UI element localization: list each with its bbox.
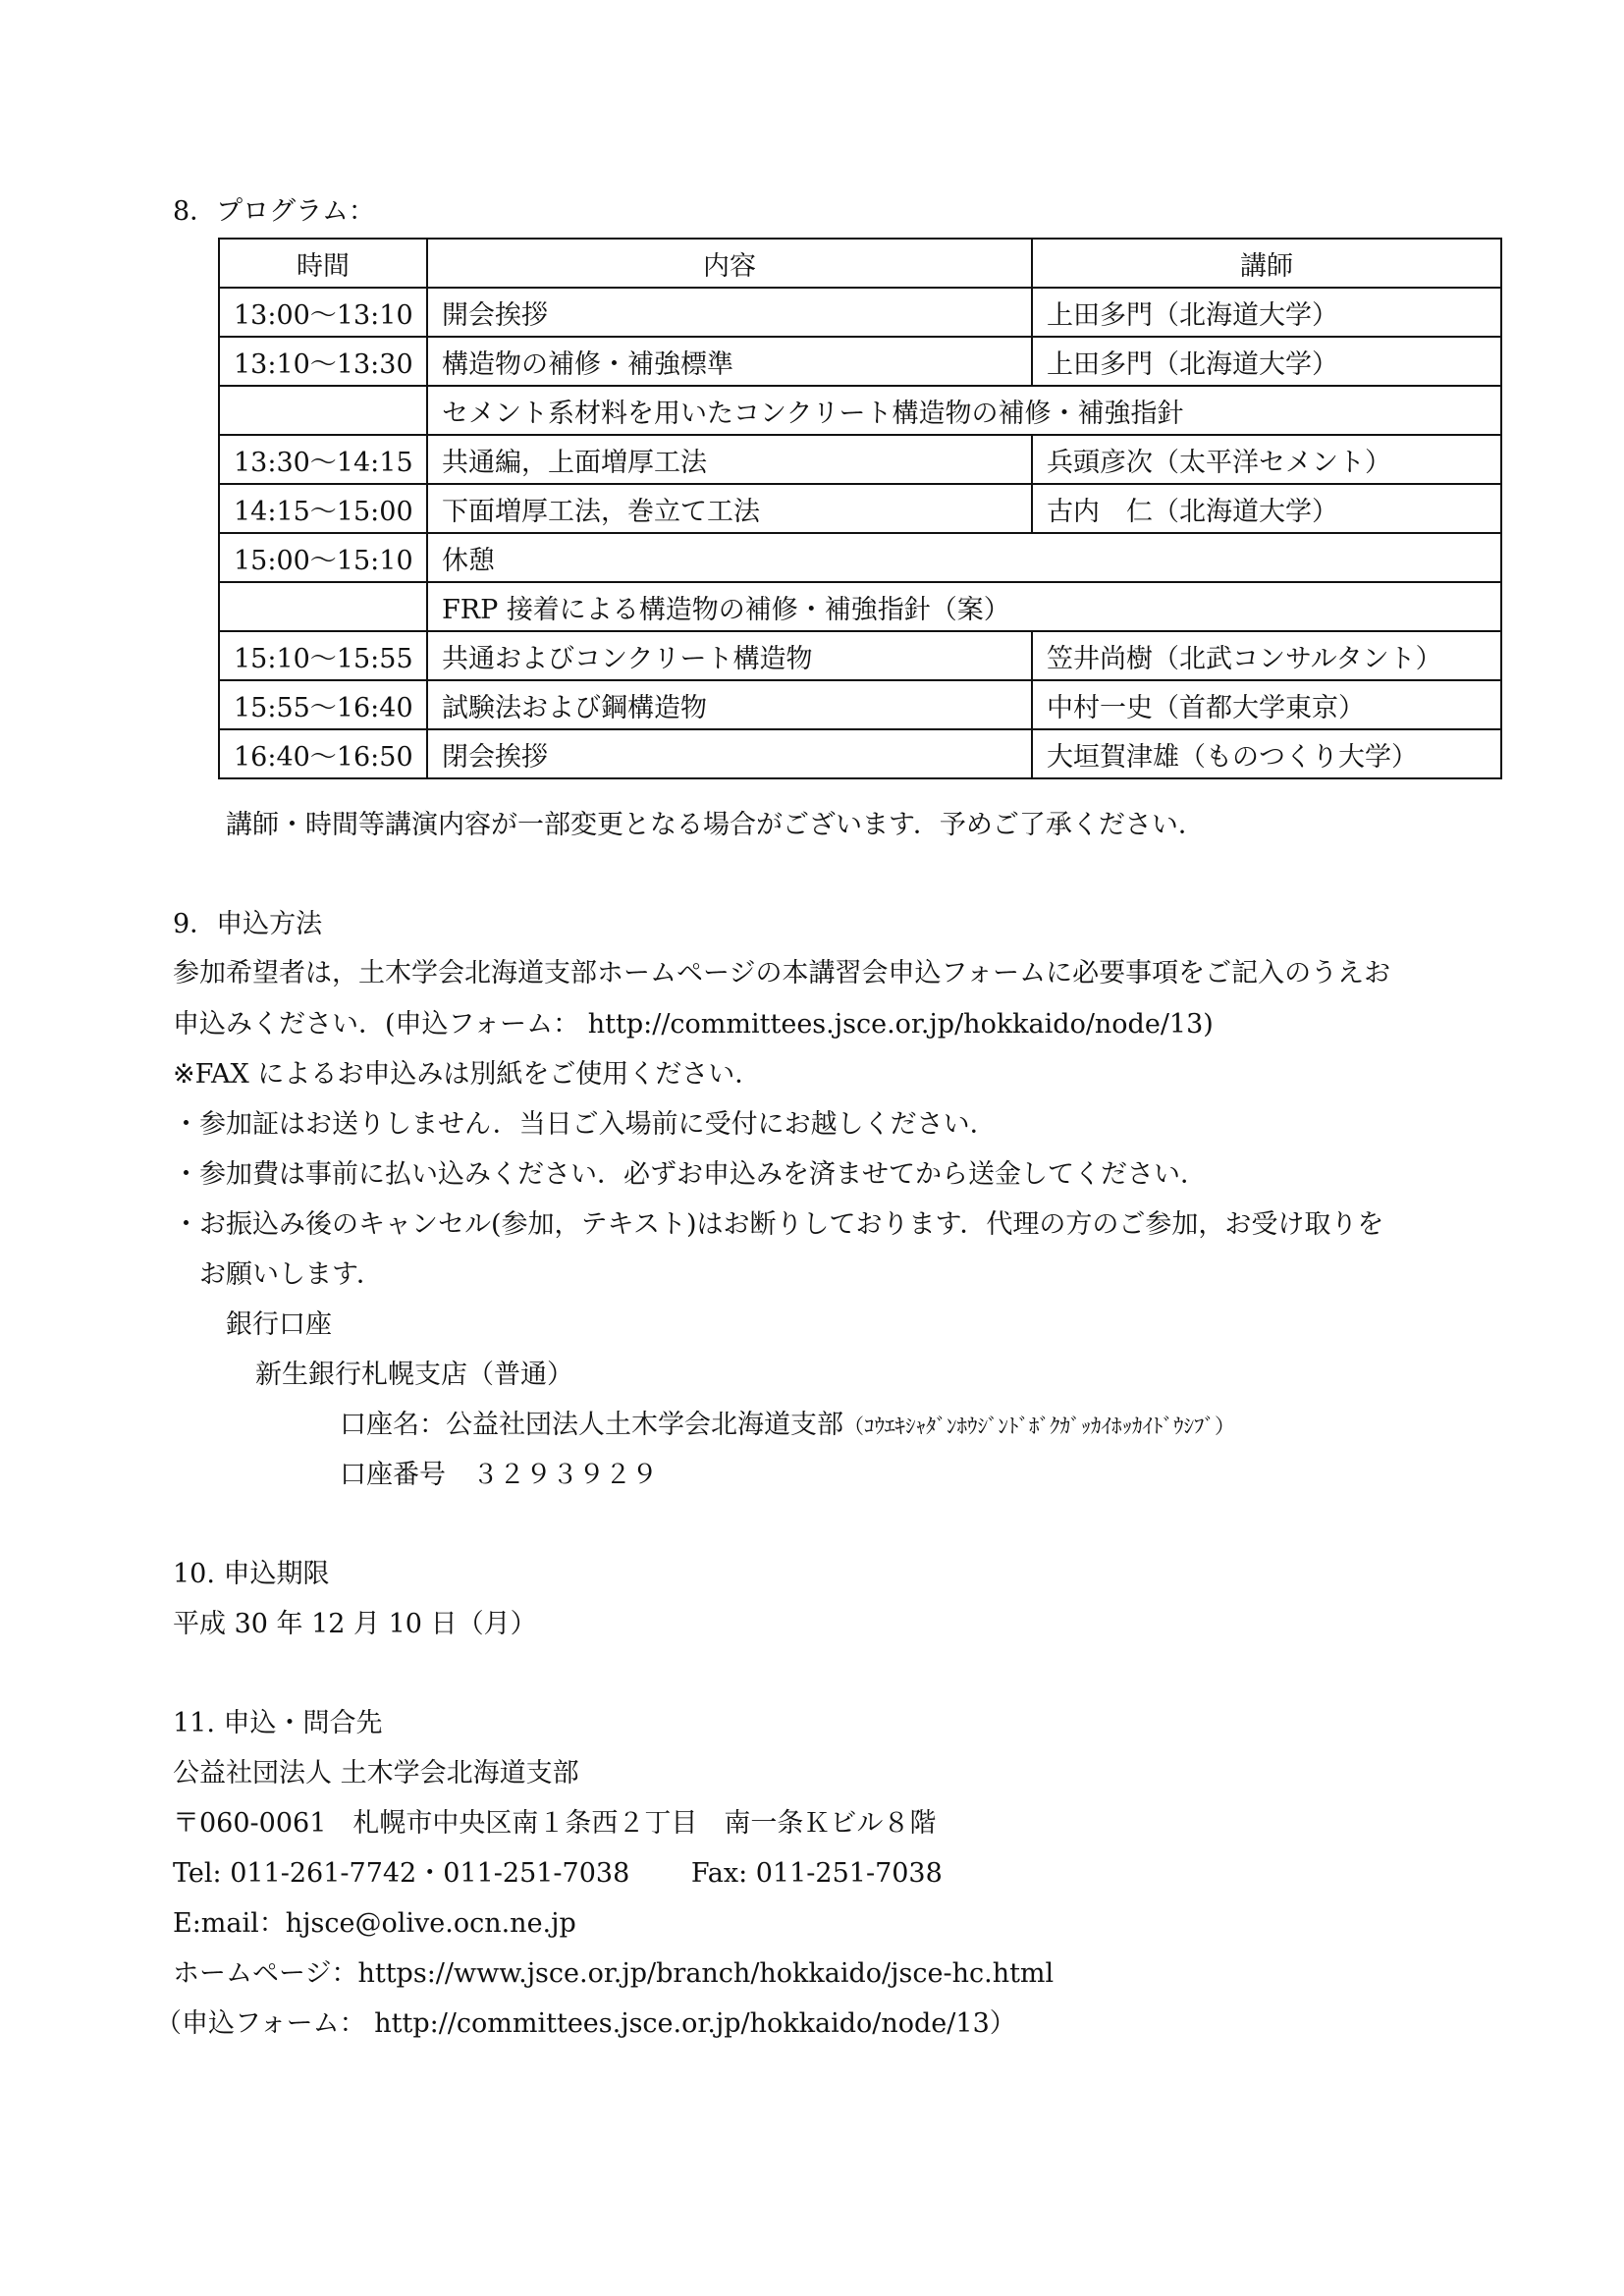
table-row xyxy=(219,484,1501,533)
application-line-3: ※FAX によるお申込みは別紙をご使用ください． xyxy=(173,1059,762,1090)
column-header-content: 内容 xyxy=(427,239,1032,288)
contact-organization: 公益社団法人 土木学会北海道支部 xyxy=(173,1758,579,1789)
program-note: 講師・時間等講演内容が一部変更となる場合がございます．予めご了承ください． xyxy=(226,810,1205,840)
contact-address: 〒060-0061 札幌市中央区南１条西２丁目 南一条Ｋビル８階 xyxy=(173,1808,937,1839)
table-row xyxy=(219,729,1501,778)
time-cell: 15:10～15:55 xyxy=(219,631,427,680)
application-line-2: 申込みください．(申込フォーム： http://committees.jsce.or.jp/hokkaido/node/13) xyxy=(173,1009,1214,1040)
table-row xyxy=(219,631,1501,680)
deadline-date: 平成 30 年 12 月 10 日（月） xyxy=(173,1609,537,1639)
table-row xyxy=(219,435,1501,484)
contact-form-link[interactable]: （申込フォーム： http://committees.jsce.or.jp/hokkaido/node/13） xyxy=(155,2008,1016,2039)
bank-label: 銀行口座 xyxy=(226,1309,332,1340)
program-table xyxy=(218,238,1502,779)
account-name-label: 口座名：公益社団法人土木学会北海道支部 xyxy=(340,1410,843,1440)
time-cell: 15:55～16:40 xyxy=(219,680,427,729)
content-cell: 構造物の補修・補強標準 xyxy=(427,337,1032,386)
lecturer-cell: 上田多門（北海道大学） xyxy=(1032,288,1501,337)
contact-homepage-link[interactable]: ホームページ：https://www.jsce.or.jp/branch/hokkaido/jsce-hc.html xyxy=(173,1958,1055,1989)
account-name-kana: （ｺｳｴｷｼｬﾀﾞﾝﾎｳｼﾞﾝﾄﾞﾎﾞｸｶﾞｯｶｲﾎｯｶｲﾄﾞｳｼﾌﾞ） xyxy=(843,1415,1235,1438)
table-header-row xyxy=(219,239,1501,288)
lecturer-cell: 兵頭彦次（太平洋セメント） xyxy=(1032,435,1501,484)
lecturer-cell: 上田多門（北海道大学） xyxy=(1032,337,1501,386)
content-cell: 共通およびコンクリート構造物 xyxy=(427,631,1032,680)
time-cell: 14:15～15:00 xyxy=(219,484,427,533)
contact-email: E:mail：hjsce@olive.ocn.ne.jp xyxy=(173,1908,576,1939)
deadline-heading: 10. 申込期限 xyxy=(173,1559,330,1589)
account-number: 口座番号 ３２９３９２９ xyxy=(340,1460,658,1490)
time-cell xyxy=(219,582,427,631)
time-cell: 13:30～14:15 xyxy=(219,435,427,484)
table-row-section xyxy=(219,386,1501,435)
lecturer-cell: 古内 仁（北海道大学） xyxy=(1032,484,1501,533)
application-bullet-3a: ・お振込み後のキャンセル(参加，テキスト)はお断りしております．代理の方のご参加，お受け取りを xyxy=(173,1209,1384,1240)
time-cell: 13:10～13:30 xyxy=(219,337,427,386)
table-row xyxy=(219,288,1501,337)
time-cell: 16:40～16:50 xyxy=(219,729,427,778)
column-header-time: 時間 xyxy=(219,239,427,288)
time-cell: 15:00～15:10 xyxy=(219,533,427,582)
content-cell: 試験法および鋼構造物 xyxy=(427,680,1032,729)
content-cell: 閉会挨拶 xyxy=(427,729,1032,778)
column-header-lecturer: 講師 xyxy=(1032,239,1501,288)
application-bullet-2: ・参加費は事前に払い込みください．必ずお申込みを済ませてから送金してください． xyxy=(173,1159,1207,1190)
content-cell: 共通編，上面増厚工法 xyxy=(427,435,1032,484)
application-line-1: 参加希望者は，土木学会北海道支部ホームページの本講習会申込フォームに必要事項をご記入のうえお xyxy=(173,958,1391,988)
bank-branch: 新生銀行札幌支店（普通） xyxy=(255,1360,573,1390)
table-row-section xyxy=(219,582,1501,631)
contact-tel-fax: Tel: 011-261-7742・011-251-7038 Fax: 011-251-7038 xyxy=(173,1858,943,1889)
section-title-cell: FRP 接着による構造物の補修・補強指針（案） xyxy=(427,582,1501,631)
lecturer-cell: 中村一史（首都大学東京） xyxy=(1032,680,1501,729)
content-cell: 下面増厚工法，巻立て工法 xyxy=(427,484,1032,533)
application-bullet-3b: お願いします． xyxy=(199,1259,383,1290)
time-cell: 13:00～13:10 xyxy=(219,288,427,337)
program-heading: 8．プログラム： xyxy=(173,196,375,227)
content-cell: 開会挨拶 xyxy=(427,288,1032,337)
section-title-cell: セメント系材料を用いたコンクリート構造物の補修・補強指針 xyxy=(427,386,1501,435)
lecturer-cell: 笠井尚樹（北武コンサルタント） xyxy=(1032,631,1501,680)
table-row xyxy=(219,680,1501,729)
contact-heading: 11. 申込・問合先 xyxy=(173,1708,383,1738)
content-cell: 休憩 xyxy=(427,533,1501,582)
table-row xyxy=(219,337,1501,386)
application-bullet-1: ・参加証はお送りしません．当日ご入場前に受付にお越しください． xyxy=(173,1109,997,1140)
lecturer-cell: 大垣賀津雄（ものつくり大学） xyxy=(1032,729,1501,778)
time-cell xyxy=(219,386,427,435)
table-row-break xyxy=(219,533,1501,582)
account-name xyxy=(340,1408,1235,1444)
application-heading: 9．申込方法 xyxy=(173,909,323,939)
